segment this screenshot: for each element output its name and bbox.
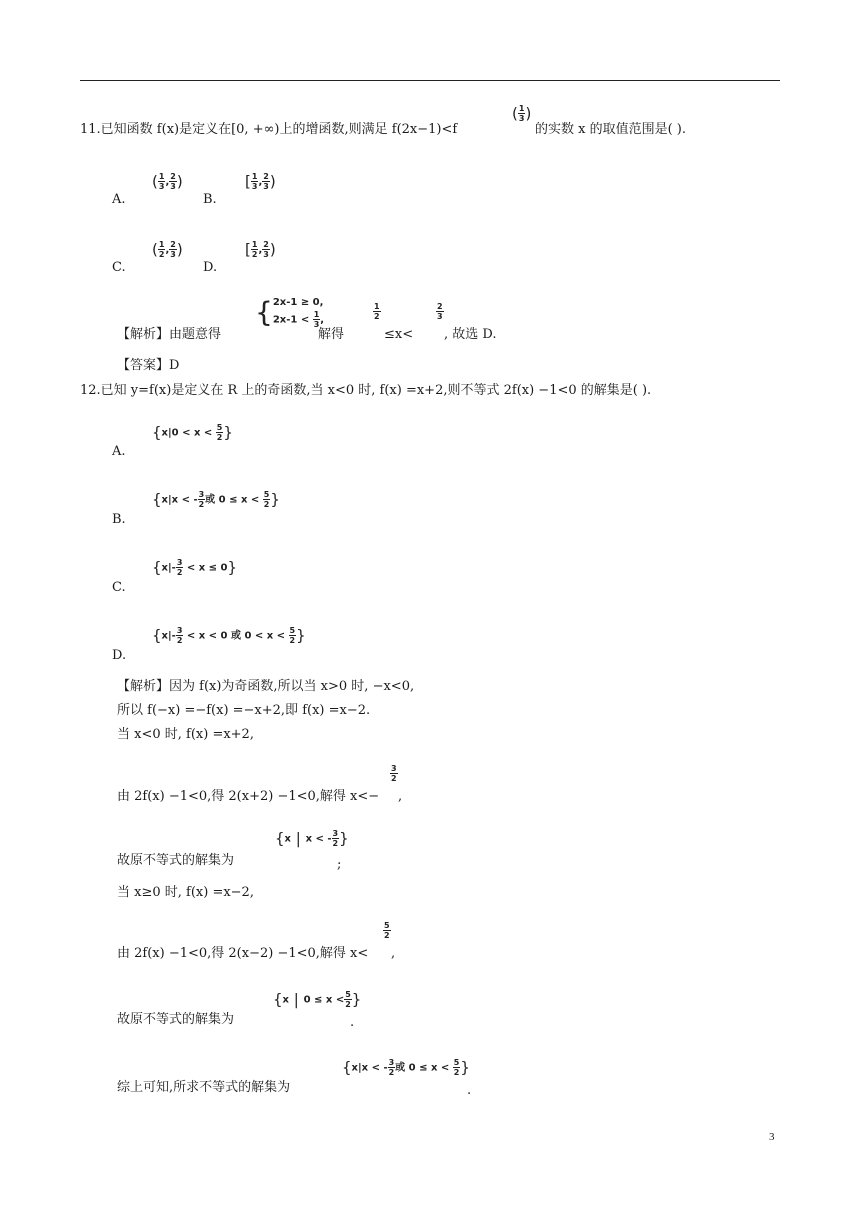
q12-line4-end: ,	[398, 789, 403, 804]
q11-option-a-interval: ( $\frac{1}{3}$ , $\frac{2}{3}$ )	[152, 172, 183, 191]
q12-line8-end: .	[350, 1015, 355, 1030]
q12-option-d-set: {x|- $\frac{3}{2}$ < x < 0 或 0 < x < $\frac{5}{2}$ }	[152, 626, 306, 645]
q12-analysis-line9: 综上可知,所求不等式的解集为	[117, 1080, 291, 1095]
q12-line4-fraction: $\frac{3}{2}$	[391, 764, 397, 783]
q12-option-c-label: C.	[112, 580, 126, 595]
page-number: 3	[769, 1131, 775, 1143]
q12-line5-set: {x | x < - $\frac{3}{2}$ }	[275, 829, 349, 848]
q12-analysis-line4: 由 2f(x) −1<0,得 2(x+2) −1<0,解得 x<−	[117, 789, 380, 804]
q12-line7-end: ,	[391, 946, 396, 961]
q11-stem-argument: ( $\frac{1}{3}$ )	[512, 104, 532, 123]
q12-analysis-line6: 当 x≥0 时, f(x) =x−2,	[117, 885, 254, 900]
q12-option-b-set: {x|x < - $\frac{3}{2}$ 或 0 ≤ x < $\frac{5}{2}$ }	[152, 490, 280, 509]
q11-inequality-system: { 2x-1 ≥ 0, 2x-1 < $\frac{1}{3}$ ,	[255, 295, 325, 329]
q11-conclusion: , 故选 D.	[444, 327, 497, 342]
q11-option-b-interval: [ $\frac{1}{3}$ , $\frac{2}{3}$ )	[245, 172, 276, 191]
q12-analysis-line8: 故原不等式的解集为	[117, 1012, 235, 1027]
q12-option-b-label: B.	[112, 512, 126, 527]
q12-option-c-set: {x|- $\frac{3}{2}$ < x ≤ 0}	[152, 558, 238, 577]
q11-option-a-label: A.	[112, 192, 126, 207]
q12-analysis-line3: 当 x<0 时, f(x) =x+2,	[117, 727, 254, 742]
q11-range-middle: ≤x<	[384, 327, 414, 342]
q11-solve-text: 解得	[318, 327, 345, 342]
header-rule	[80, 80, 780, 81]
q11-option-d-interval: [ $\frac{1}{2}$ , $\frac{2}{3}$ )	[245, 240, 276, 259]
q12-line8-set: {x | 0 ≤ x < $\frac{5}{2}$ }	[273, 990, 362, 1009]
q12-analysis-line1: 【解析】因为 f(x)为奇函数,所以当 x>0 时, −x<0,	[117, 679, 415, 694]
q12-option-d-label: D.	[112, 648, 127, 663]
q12-option-a-label: A.	[112, 444, 126, 459]
q11-option-d-label: D.	[203, 260, 218, 275]
q12-option-a-set: {x|0 < x < $\frac{5}{2}$ }	[152, 423, 233, 442]
q11-option-b-label: B.	[203, 192, 217, 207]
q12-stem: 12.已知 y=f(x)是定义在 R 上的奇函数,当 x<0 时, f(x) =x+2,则不等式 2f(x) −1<0 的解集是( ).	[80, 383, 652, 398]
q11-stem-part1: 11.已知函数 f(x)是定义在[0, +∞)上的增函数,则满足 f(2x−1)<f	[80, 122, 458, 137]
q12-analysis-line2: 所以 f(−x) =−f(x) =−x+2,即 f(x) =x−2.	[117, 703, 371, 718]
q11-option-c-interval: ( $\frac{1}{2}$ , $\frac{2}{3}$ )	[152, 240, 183, 259]
q11-answer: 【答案】D	[117, 358, 180, 373]
q11-option-c-label: C.	[112, 260, 126, 275]
q11-range-right-fraction: $\frac{2}{3}$	[437, 302, 443, 321]
q11-range-left-fraction: $\frac{1}{2}$	[374, 302, 380, 321]
q12-analysis-line5: 故原不等式的解集为	[117, 853, 235, 868]
q11-arg-den: 3	[518, 114, 525, 123]
q12-analysis-line7: 由 2f(x) −1<0,得 2(x−2) −1<0,解得 x<	[117, 946, 369, 961]
q12-line7-fraction: $\frac{5}{2}$	[384, 921, 390, 940]
q11-analysis-label: 【解析】由题意得	[117, 327, 222, 342]
q11-arg-num: 1	[518, 104, 525, 113]
q11-stem-part2: 的实数 x 的取值范围是( ).	[535, 122, 687, 137]
q12-line9-set: {x|x < - $\frac{3}{2}$ 或 0 ≤ x < $\frac{5}{2}$ }	[342, 1058, 470, 1077]
q12-line9-end: .	[467, 1083, 472, 1098]
q12-line5-end: ;	[337, 857, 342, 872]
